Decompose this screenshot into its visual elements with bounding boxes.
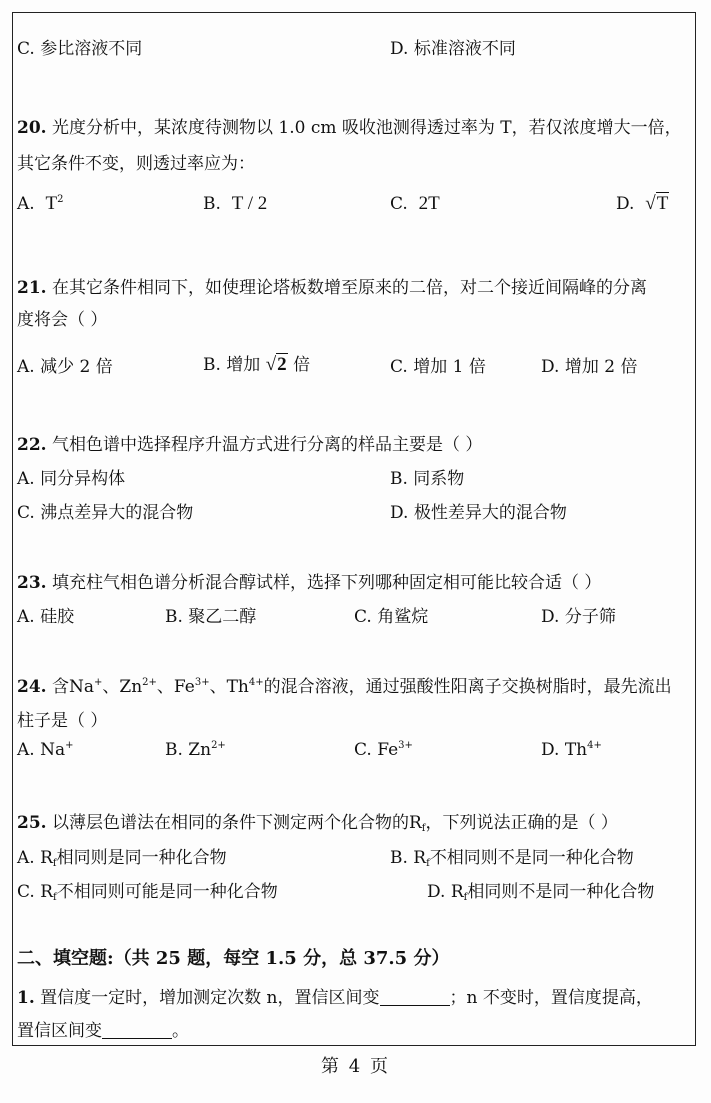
q20-option-d: D. √T xyxy=(616,193,669,214)
q21-option-d: D. 增加 2 倍 xyxy=(541,357,638,377)
fill-question-1-text-d: 。 xyxy=(172,1021,189,1041)
q24-ion-th-charge: 4+ xyxy=(248,677,264,688)
q20-option-a-base: T xyxy=(45,193,58,214)
q23-option-d: D. 分子筛 xyxy=(541,607,616,627)
q21-option-b: B. 增加 √2 倍 xyxy=(203,354,311,375)
q19-option-d: D. 标准溶液不同 xyxy=(390,39,516,59)
q24-ion-zn-charge: 2+ xyxy=(142,677,157,688)
q25-option-b-label: B. R xyxy=(390,848,427,868)
answer-blank-2[interactable] xyxy=(102,1022,172,1039)
q20-stem-line2: 其它条件不变，则透过率应为： xyxy=(17,154,255,174)
q21-stem-text: 在其它条件相同下，如使理论塔板数增至原来的二倍，对二个接近间隔峰的分离 xyxy=(51,278,647,298)
q24-option-d xyxy=(541,740,602,760)
q21-number: 21. xyxy=(17,278,47,298)
q22-stem xyxy=(17,430,482,455)
q20-stem-text: 光度分析中，某浓度待测物以 1.0 cm 吸收池测得透过率为 T，若仅浓度增大一倍， xyxy=(51,118,682,138)
q23-number: 23. xyxy=(17,573,47,593)
q20-option-d-label: D. xyxy=(616,194,635,214)
q24-ion-na: Na xyxy=(68,677,94,697)
answer-blank-1[interactable] xyxy=(380,989,450,1006)
q19-option-c: C. 参比溶液不同 xyxy=(17,39,143,59)
q21-option-b-label: B. 增加 xyxy=(203,355,261,375)
q22-number: 22. xyxy=(17,435,47,455)
q20-option-a-exponent: 2 xyxy=(57,194,64,205)
q25-stem-subscript: f xyxy=(421,823,426,834)
q24-option-d-text: D. Th xyxy=(541,740,588,760)
q20-option-b-label: B. xyxy=(203,194,221,214)
q20-option-a-label: A. xyxy=(17,194,35,214)
q23-stem xyxy=(17,568,601,593)
q24-ion-na-charge: + xyxy=(94,677,103,688)
fill-question-1-line2 xyxy=(17,1016,189,1041)
q25-option-c-subscript: f xyxy=(53,892,57,903)
q24-stem-prefix: 含 xyxy=(51,677,69,697)
q22-stem-text: 气相色谱中选择程序升温方式进行分离的样品主要是（ ） xyxy=(51,435,483,455)
section-title: 二、填空题:（共 25 题，每空 1.5 分，总 37.5 分） xyxy=(17,948,450,969)
q22-option-d: D. 极性差异大的混合物 xyxy=(390,503,567,523)
q21-stem-line1 xyxy=(17,273,647,298)
q21-stem-line2: 度将会（ ） xyxy=(17,310,108,330)
q24-separator: 、 xyxy=(156,677,174,697)
q20-option-d-radicand: T xyxy=(656,193,669,214)
q25-stem-suffix: ，下列说法正确的是（ ） xyxy=(425,813,618,833)
q21-option-b-suffix: 倍 xyxy=(293,355,311,375)
q25-option-a-text: 相同则是同一种化合物 xyxy=(56,848,227,868)
q24-stem-line1 xyxy=(17,672,672,697)
q24-option-c-charge: 3+ xyxy=(398,740,413,751)
q24-separator: 、 xyxy=(102,677,120,697)
fill-question-1-text-b: ；n 不变时，置信度提高， xyxy=(449,988,653,1008)
q24-option-c xyxy=(354,740,413,760)
q20-option-c-value: 2T xyxy=(418,193,440,214)
q23-option-c: C. 角鲨烷 xyxy=(354,607,429,627)
fill-question-1-line1 xyxy=(17,983,653,1008)
q22-option-b: B. 同系物 xyxy=(390,469,465,489)
q24-ion-fe-charge: 3+ xyxy=(194,677,210,688)
q20-option-b xyxy=(203,193,267,215)
q25-option-c xyxy=(17,877,278,902)
q24-option-c-text: C. Fe xyxy=(354,740,399,760)
q25-number: 25. xyxy=(17,813,47,833)
q24-option-b xyxy=(165,740,226,760)
q24-separator: 、 xyxy=(209,677,227,697)
q25-option-a xyxy=(17,843,227,868)
q24-option-d-charge: 4+ xyxy=(587,740,602,751)
q25-option-b xyxy=(390,843,634,868)
q25-option-c-label: C. R xyxy=(17,882,54,902)
page-number: 第 4 页 xyxy=(321,1056,390,1077)
q23-stem-text: 填充柱气相色谱分析混合醇试样，选择下列哪种固定相可能比较合适（ ） xyxy=(51,573,602,593)
q24-ion-fe: Fe xyxy=(173,677,195,697)
q25-option-d-text: 相同则不是同一种化合物 xyxy=(467,882,655,902)
q24-ion-zn: Zn xyxy=(119,677,143,697)
q25-stem-prefix: 以薄层色谱法在相同的条件下测定两个化合物的R xyxy=(51,813,422,833)
q24-number: 24. xyxy=(17,677,47,697)
q20-option-a xyxy=(17,193,63,215)
q21-option-a: A. 减少 2 倍 xyxy=(17,357,113,377)
q25-option-c-text: 不相同则可能是同一种化合物 xyxy=(56,882,278,902)
q25-option-b-text: 不相同则不是同一种化合物 xyxy=(429,848,634,868)
q23-option-a: A. 硅胶 xyxy=(17,607,75,627)
q25-option-a-label: A. R xyxy=(17,848,53,868)
q22-option-a: A. 同分异构体 xyxy=(17,469,126,489)
q24-stem-suffix: 的混合溶液，通过强酸性阳离子交换树脂时，最先流出 xyxy=(263,677,672,697)
q24-stem-line2: 柱子是（ ） xyxy=(17,711,108,731)
q25-option-d-label: D. R xyxy=(427,882,464,902)
q25-option-d-subscript: f xyxy=(463,892,468,903)
q24-ion-th: Th xyxy=(226,677,249,697)
q20-option-c-label: C. xyxy=(390,194,408,214)
q21-option-b-radicand: 2 xyxy=(277,354,287,375)
q20-option-c xyxy=(390,193,440,215)
q20-option-b-value: T / 2 xyxy=(231,193,268,214)
fill-question-1-text-c: 置信区间变 xyxy=(17,1021,102,1041)
fill-question-1-text-a: 置信度一定时，增加测定次数 n，置信区间变 xyxy=(40,988,380,1008)
q25-option-b-subscript: f xyxy=(426,858,430,869)
q20-number: 20. xyxy=(17,118,47,138)
q25-option-a-subscript: f xyxy=(52,858,57,869)
q24-option-a-charge: + xyxy=(65,740,74,751)
q24-option-a xyxy=(17,740,74,760)
fill-question-1-number: 1. xyxy=(17,988,35,1008)
q24-option-b-charge: 2+ xyxy=(211,740,226,751)
q25-stem xyxy=(17,808,618,833)
q24-option-b-text: B. Zn xyxy=(165,740,212,760)
q25-option-d xyxy=(427,877,654,902)
q21-option-c: C. 增加 1 倍 xyxy=(390,357,486,377)
q20-stem-line1 xyxy=(17,113,682,138)
q24-option-a-text: A. Na xyxy=(17,740,66,760)
q22-option-c: C. 沸点差异大的混合物 xyxy=(17,503,194,523)
q23-option-b: B. 聚乙二醇 xyxy=(165,607,257,627)
